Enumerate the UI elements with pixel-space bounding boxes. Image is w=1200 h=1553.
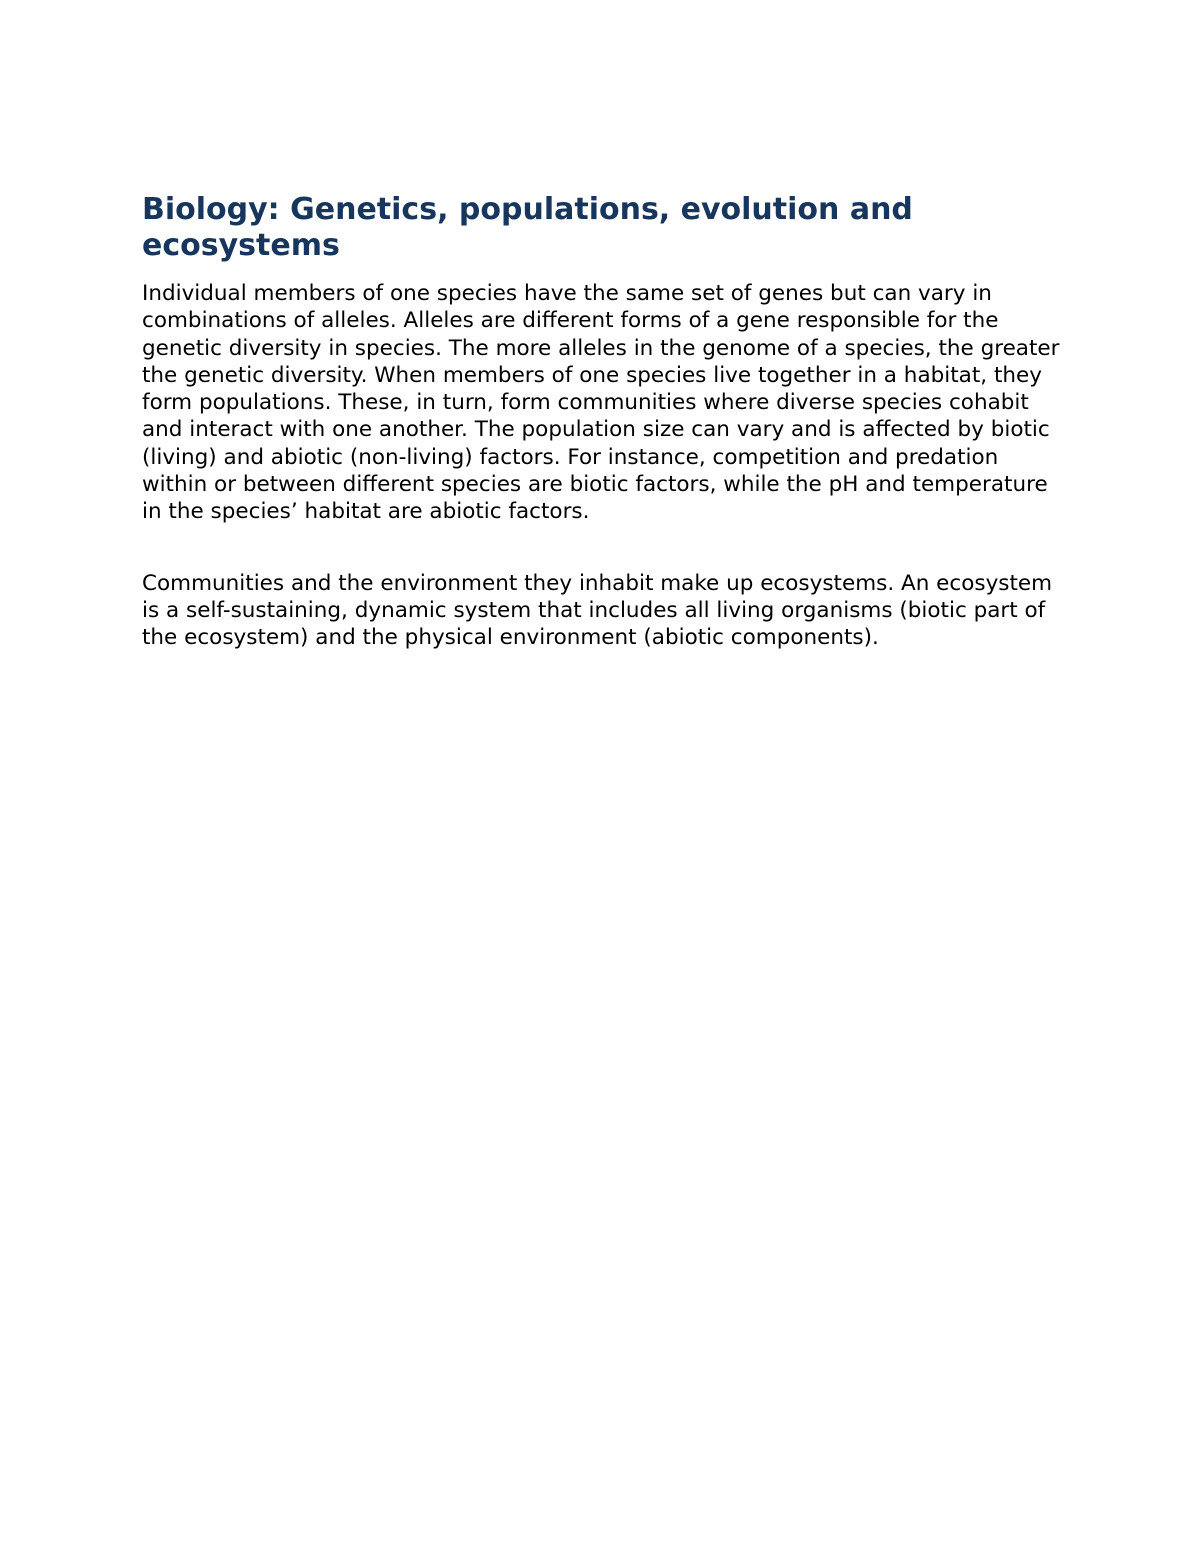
document-body <box>142 192 1062 652</box>
document-title: Biology: Genetics, populations, evolution and ecosystems <box>142 192 913 263</box>
paragraph-genetics-populations: Individual members of one species have the same set of genes but can vary in combinations of alleles. Alleles are different forms of a gene responsible for the genetic diversity in species. The more alleles in the genome of a species, the greater the genetic diversity. When members of one species live together in a habitat, they form populations. These, in turn, form communities where diverse species cohabit and interact with one another. The population size can vary and is affected by biotic (living) and abiotic (non-living) factors. For instance, competition and predation within or between different species are biotic factors, while the pH and temperature in the species’ habitat are abiotic factors. <box>142 281 1060 525</box>
paragraph-ecosystems: Communities and the environment they inhabit make up ecosystems. An ecosystem is a self-sustaining, dynamic system that includes all living organisms (biotic part of the ecosystem) and the physical environment (abiotic components). <box>142 570 1053 651</box>
